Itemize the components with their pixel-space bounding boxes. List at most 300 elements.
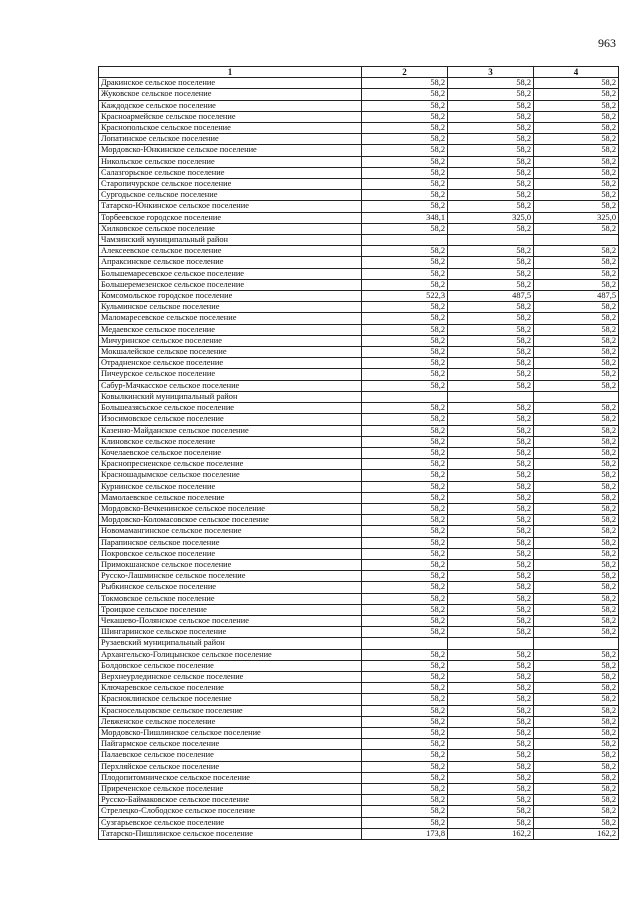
settlement-name-cell: Ключаревское сельское поселение [99,683,362,694]
value-cell: 58,2 [534,190,619,201]
value-cell: 58,2 [448,559,534,570]
value-cell: 58,2 [362,167,448,178]
value-cell [362,391,448,402]
value-cell: 58,2 [448,425,534,436]
value-cell: 58,2 [362,515,448,526]
value-cell: 58,2 [534,145,619,156]
value-cell: 58,2 [448,548,534,559]
table-row [99,638,619,649]
value-cell: 58,2 [534,201,619,212]
value-cell: 58,2 [448,358,534,369]
settlement-name-cell: Медаевское сельское поселение [99,324,362,335]
value-cell: 58,2 [534,134,619,145]
table-row [99,313,619,324]
settlement-name-cell: Пайгармское сельское поселение [99,739,362,750]
value-cell: 58,2 [362,772,448,783]
value-cell: 58,2 [534,515,619,526]
value-cell: 58,2 [448,145,534,156]
value-cell: 58,2 [448,795,534,806]
value-cell: 325,0 [448,212,534,223]
table-row [99,817,619,828]
table-row [99,739,619,750]
table-row [99,78,619,89]
value-cell: 58,2 [448,302,534,313]
value-cell: 58,2 [534,750,619,761]
value-cell: 58,2 [448,470,534,481]
settlement-name-cell: Татарско-Юнкинское сельское поселение [99,201,362,212]
settlement-name-cell: Татарско-Пишлинское сельское поселение [99,828,362,839]
value-cell: 58,2 [448,369,534,380]
value-cell: 58,2 [534,100,619,111]
value-cell: 58,2 [362,358,448,369]
value-cell: 58,2 [448,156,534,167]
value-cell: 58,2 [448,246,534,257]
table-row [99,649,619,660]
value-cell: 58,2 [534,716,619,727]
value-cell: 58,2 [448,671,534,682]
value-cell: 58,2 [534,671,619,682]
value-cell: 58,2 [448,660,534,671]
table-row [99,391,619,402]
value-cell: 58,2 [362,425,448,436]
settlement-name-cell: Новомамангинское сельское поселение [99,526,362,537]
table-row [99,436,619,447]
value-cell: 58,2 [362,369,448,380]
value-cell: 58,2 [534,582,619,593]
value-cell: 58,2 [534,335,619,346]
value-cell [534,391,619,402]
value-cell [448,638,534,649]
value-cell: 58,2 [362,716,448,727]
settlement-name-cell: Большеремезенское сельское поселение [99,279,362,290]
table-row [99,627,619,638]
table-row [99,705,619,716]
value-cell: 58,2 [448,739,534,750]
settlement-name-cell: Покровское сельское поселение [99,548,362,559]
value-cell: 58,2 [448,347,534,358]
value-cell: 58,2 [448,727,534,738]
settlement-name-cell: Жуковское сельское поселение [99,89,362,100]
table-row [99,447,619,458]
settlement-name-cell: Краснопресненское сельское поселение [99,459,362,470]
value-cell: 58,2 [362,279,448,290]
value-cell: 58,2 [448,268,534,279]
settlement-name-cell: Примокшанское сельское поселение [99,559,362,570]
value-cell: 58,2 [362,380,448,391]
value-cell: 58,2 [534,279,619,290]
value-cell: 58,2 [534,571,619,582]
value-cell: 58,2 [534,593,619,604]
value-cell: 58,2 [534,425,619,436]
settlement-name-cell: Мокшалейское сельское поселение [99,347,362,358]
settlement-name-cell: Болдовское сельское поселение [99,660,362,671]
value-cell: 58,2 [534,302,619,313]
value-cell: 58,2 [534,526,619,537]
value-cell: 58,2 [362,313,448,324]
table-row [99,593,619,604]
table-row [99,291,619,302]
value-cell: 58,2 [534,817,619,828]
value-cell: 58,2 [362,694,448,705]
value-cell: 58,2 [362,190,448,201]
value-cell [448,235,534,246]
value-cell: 58,2 [362,324,448,335]
value-cell: 58,2 [362,414,448,425]
table-row [99,683,619,694]
value-cell: 58,2 [448,89,534,100]
settlement-name-cell: Апраксинское сельское поселение [99,257,362,268]
value-cell: 58,2 [448,78,534,89]
value-cell: 58,2 [362,459,448,470]
settlement-name-cell: Кочелаевское сельское поселение [99,447,362,458]
value-cell: 58,2 [362,223,448,234]
value-cell: 58,2 [534,89,619,100]
table-row [99,212,619,223]
value-cell: 58,2 [534,78,619,89]
value-cell: 58,2 [534,492,619,503]
table-row [99,571,619,582]
value-cell: 58,2 [448,492,534,503]
settlement-name-cell: Большеазясьское сельское поселение [99,403,362,414]
value-cell: 58,2 [448,324,534,335]
value-cell: 58,2 [534,772,619,783]
value-cell: 58,2 [362,683,448,694]
value-cell: 487,5 [448,291,534,302]
value-cell: 58,2 [534,257,619,268]
value-cell: 58,2 [362,403,448,414]
value-cell: 58,2 [362,179,448,190]
value-cell: 58,2 [362,526,448,537]
settlement-name-cell: Ковылкинский муниципальный район [99,391,362,402]
value-cell: 58,2 [448,481,534,492]
settlement-name-cell: Красноклинское сельское поселение [99,694,362,705]
table-row [99,694,619,705]
value-cell: 58,2 [448,335,534,346]
table-row [99,111,619,122]
column-header: 1 [99,67,362,78]
settlement-name-cell: Хилковское сельское поселение [99,223,362,234]
value-cell: 58,2 [448,526,534,537]
settlement-name-cell: Мордовско-Коломасовское сельское поселение [99,515,362,526]
value-cell: 58,2 [534,313,619,324]
value-cell: 58,2 [448,817,534,828]
value-cell: 58,2 [534,179,619,190]
table-row [99,481,619,492]
settlement-name-cell: Мордовско-Вечкенинское сельское поселение [99,503,362,514]
table-row [99,784,619,795]
table-row [99,761,619,772]
settlement-name-cell: Старопичурское сельское поселение [99,179,362,190]
value-cell: 173,8 [362,828,448,839]
settlement-name-cell: Палаевское сельское поселение [99,750,362,761]
value-cell: 58,2 [448,806,534,817]
settlement-name-cell: Красноармейское сельское поселение [99,111,362,122]
table-row [99,235,619,246]
value-cell: 58,2 [448,683,534,694]
value-cell: 58,2 [534,683,619,694]
settlement-name-cell: Русско-Баймаковское сельское поселение [99,795,362,806]
value-cell: 58,2 [362,784,448,795]
settlement-name-cell: Алексеевское сельское поселение [99,246,362,257]
table-row [99,604,619,615]
table-body [99,78,619,840]
settlement-name-cell: Кульминское сельское поселение [99,302,362,313]
value-cell: 58,2 [362,246,448,257]
value-cell: 58,2 [362,627,448,638]
value-cell: 58,2 [534,784,619,795]
settlement-name-cell: Маломаресевское сельское поселение [99,313,362,324]
settlement-name-cell: Левженское сельское поселение [99,716,362,727]
value-cell: 58,2 [362,492,448,503]
value-cell: 58,2 [362,111,448,122]
table-row [99,358,619,369]
table-row [99,223,619,234]
value-cell: 58,2 [448,100,534,111]
value-cell: 58,2 [448,716,534,727]
value-cell [534,638,619,649]
table-row [99,671,619,682]
value-cell: 58,2 [448,582,534,593]
value-cell: 58,2 [362,436,448,447]
value-cell: 58,2 [534,380,619,391]
value-cell: 58,2 [448,694,534,705]
settlement-name-cell: Перхляйское сельское поселение [99,761,362,772]
value-cell: 58,2 [448,593,534,604]
value-cell: 58,2 [448,380,534,391]
table-row [99,156,619,167]
value-cell: 58,2 [362,100,448,111]
settlement-name-cell: Красношадымское сельское поселение [99,470,362,481]
value-cell: 58,2 [362,604,448,615]
settlement-name-cell: Чамзинский муниципальный район [99,235,362,246]
value-cell: 162,2 [534,828,619,839]
value-cell: 58,2 [534,403,619,414]
table-row [99,806,619,817]
value-cell: 58,2 [362,727,448,738]
settlement-name-cell: Мордовско-Пишлинское сельское поселение [99,727,362,738]
table-row [99,369,619,380]
column-header: 4 [534,67,619,78]
table-row [99,403,619,414]
value-cell: 58,2 [448,649,534,660]
settlement-name-cell: Курнинское сельское поселение [99,481,362,492]
settlement-name-cell: Русско-Лашминское сельское поселение [99,571,362,582]
table-row [99,190,619,201]
value-cell: 58,2 [362,268,448,279]
table-row [99,89,619,100]
table-row [99,201,619,212]
value-cell: 58,2 [534,156,619,167]
value-cell: 58,2 [534,806,619,817]
column-header: 2 [362,67,448,78]
settlement-name-cell: Дракинское сельское поселение [99,78,362,89]
table-row [99,615,619,626]
value-cell: 58,2 [448,761,534,772]
value-cell: 58,2 [534,727,619,738]
value-cell: 58,2 [362,750,448,761]
table-row [99,123,619,134]
value-cell: 58,2 [362,470,448,481]
settlement-name-cell: Торбеевское городское поселение [99,212,362,223]
value-cell: 58,2 [362,537,448,548]
value-cell: 58,2 [362,660,448,671]
value-cell: 58,2 [362,156,448,167]
value-cell: 58,2 [362,795,448,806]
settlement-name-cell: Шингаринское сельское поселение [99,627,362,638]
table-row [99,145,619,156]
table-row [99,302,619,313]
settlement-name-cell: Краснопольское сельское поселение [99,123,362,134]
value-cell: 58,2 [534,627,619,638]
value-cell: 58,2 [448,223,534,234]
column-header: 3 [448,67,534,78]
table-row [99,380,619,391]
settlement-name-cell: Отрадненское сельское поселение [99,358,362,369]
table-row [99,548,619,559]
table-row [99,268,619,279]
value-cell [362,638,448,649]
value-cell: 58,2 [534,167,619,178]
value-cell: 58,2 [362,761,448,772]
value-cell: 58,2 [534,604,619,615]
budget-table [98,66,619,840]
settlement-name-cell: Стрелецко-Слободское сельское поселение [99,806,362,817]
value-cell: 58,2 [448,604,534,615]
value-cell: 58,2 [448,403,534,414]
value-cell: 58,2 [534,123,619,134]
value-cell: 58,2 [362,302,448,313]
table-row [99,335,619,346]
header-row [99,67,619,78]
value-cell [362,235,448,246]
table-row [99,324,619,335]
value-cell: 58,2 [448,190,534,201]
settlement-name-cell: Архангельско-Голицынское сельское поселение [99,649,362,660]
value-cell: 58,2 [362,145,448,156]
value-cell: 58,2 [362,582,448,593]
value-cell: 58,2 [534,795,619,806]
value-cell: 162,2 [448,828,534,839]
value-cell: 58,2 [362,817,448,828]
table-row [99,503,619,514]
value-cell: 58,2 [534,649,619,660]
table-row [99,492,619,503]
value-cell: 58,2 [448,123,534,134]
value-cell: 58,2 [362,347,448,358]
value-cell: 348,1 [362,212,448,223]
value-cell: 58,2 [448,515,534,526]
value-cell: 58,2 [362,503,448,514]
table-row [99,515,619,526]
table-row [99,100,619,111]
page-number: 963 [598,36,616,50]
settlement-name-cell: Пичеурское сельское поселение [99,369,362,380]
settlement-name-cell: Плодопитомническое сельское поселение [99,772,362,783]
value-cell: 58,2 [362,806,448,817]
table-row [99,526,619,537]
settlement-name-cell: Сургодьское сельское поселение [99,190,362,201]
table-row [99,279,619,290]
value-cell: 58,2 [362,134,448,145]
settlement-name-cell: Рузаевский муниципальный район [99,638,362,649]
settlement-name-cell: Верхнеурлединское сельское поселение [99,671,362,682]
value-cell: 58,2 [448,134,534,145]
settlement-name-cell: Парапинское сельское поселение [99,537,362,548]
settlement-name-cell: Приреченское сельское поселение [99,784,362,795]
settlement-name-cell: Лопатинское сельское поселение [99,134,362,145]
value-cell: 58,2 [534,436,619,447]
table-row [99,660,619,671]
settlement-name-cell: Каждодское сельское поселение [99,100,362,111]
settlement-name-cell: Красносельцовское сельское поселение [99,705,362,716]
value-cell: 58,2 [448,772,534,783]
value-cell: 58,2 [362,257,448,268]
table-row [99,134,619,145]
settlement-name-cell: Сабур-Мачкасское сельское поселение [99,380,362,391]
value-cell: 58,2 [534,470,619,481]
value-cell: 58,2 [362,593,448,604]
value-cell: 487,5 [534,291,619,302]
value-cell: 58,2 [448,279,534,290]
value-cell: 58,2 [534,358,619,369]
value-cell: 58,2 [362,89,448,100]
table-row [99,727,619,738]
settlement-name-cell: Большемаресевское сельское поселение [99,268,362,279]
table-row [99,179,619,190]
value-cell: 58,2 [448,111,534,122]
value-cell: 58,2 [534,481,619,492]
value-cell: 58,2 [534,537,619,548]
table-row [99,828,619,839]
value-cell: 58,2 [448,447,534,458]
value-cell: 58,2 [448,414,534,425]
value-cell: 58,2 [448,503,534,514]
value-cell: 58,2 [534,223,619,234]
value-cell: 58,2 [362,335,448,346]
value-cell: 58,2 [362,447,448,458]
settlement-name-cell: Клиновское сельское поселение [99,436,362,447]
value-cell: 58,2 [534,660,619,671]
table-row [99,750,619,761]
table-row [99,795,619,806]
table-row [99,425,619,436]
table-row [99,470,619,481]
value-cell: 58,2 [534,324,619,335]
settlement-name-cell: Чекашево-Полянское сельское поселение [99,615,362,626]
table-row [99,459,619,470]
value-cell: 58,2 [534,739,619,750]
value-cell: 58,2 [534,111,619,122]
value-cell: 58,2 [448,615,534,626]
table-row [99,414,619,425]
table-row [99,582,619,593]
value-cell: 58,2 [534,414,619,425]
value-cell: 58,2 [448,201,534,212]
settlement-name-cell: Салазгорьское сельское поселение [99,167,362,178]
table-row [99,246,619,257]
value-cell: 58,2 [362,649,448,660]
settlement-name-cell: Изосимовское сельское поселение [99,414,362,425]
value-cell: 58,2 [362,671,448,682]
value-cell: 58,2 [448,784,534,795]
settlement-name-cell: Никольское сельское поселение [99,156,362,167]
value-cell: 58,2 [534,615,619,626]
value-cell: 58,2 [448,705,534,716]
value-cell: 58,2 [534,347,619,358]
value-cell: 58,2 [362,559,448,570]
value-cell: 58,2 [448,167,534,178]
settlement-name-cell: Рыбкинское сельское поселение [99,582,362,593]
